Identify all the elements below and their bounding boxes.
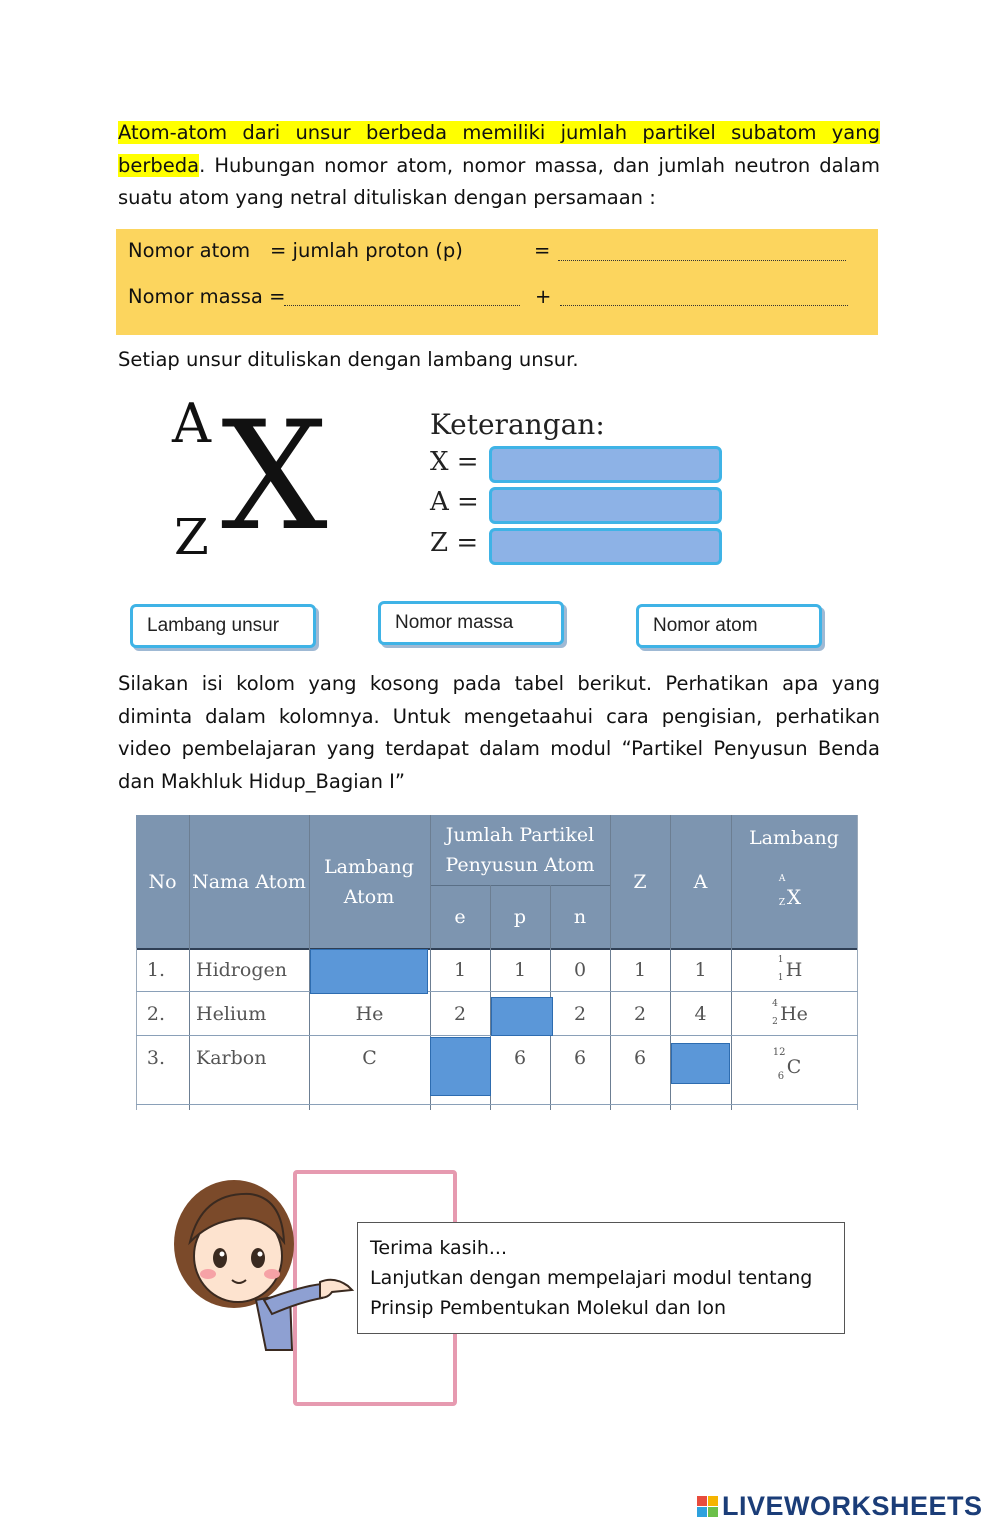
header-name: Nama Atom — [192, 870, 306, 893]
highlighted-statement: Atom-atom dari unsur berbeda memiliki jumlah partikel subatom yang berbeda — [118, 121, 880, 177]
atom-table — [136, 815, 858, 1110]
row2-p-input[interactable] — [491, 997, 553, 1036]
row2-base: He — [780, 1002, 808, 1025]
row2-notation — [731, 992, 857, 1035]
row3-symbol: C — [362, 1046, 377, 1069]
row1-sub: 1 — [777, 972, 784, 983]
row2-z: 2 — [633, 1002, 647, 1025]
proton-equation: = jumlah proton (p) — [270, 239, 463, 262]
row2-n: 2 — [573, 1002, 587, 1025]
nomor-atom-label: Nomor atom — [128, 239, 251, 262]
row2-sup: 4 — [772, 998, 778, 1009]
row1-sup: 1 — [777, 954, 784, 965]
header-e: e — [454, 905, 466, 928]
blank-line-3[interactable] — [560, 304, 848, 306]
row3-a-input[interactable] — [671, 1043, 730, 1084]
x-label: X = — [430, 447, 479, 477]
row3-sup: 12 — [772, 1046, 786, 1058]
z-label: Z = — [430, 528, 479, 558]
intro-paragraph — [118, 117, 880, 215]
closing-line-2: Lanjutkan dengan mempelajari modul tentang — [370, 1267, 813, 1289]
header-a: A — [693, 870, 708, 893]
drop-zone-z[interactable] — [489, 528, 722, 565]
header-n: n — [573, 905, 587, 928]
plus-sign: + — [535, 285, 552, 308]
nomor-massa-label: Nomor massa = — [128, 285, 286, 308]
option-lambang-unsur[interactable]: Lambang unsur — [130, 604, 316, 648]
row1-notation — [731, 948, 857, 991]
row2-a: 4 — [694, 1002, 707, 1025]
header-p: p — [513, 905, 527, 928]
liveworksheets-logo — [697, 1491, 983, 1522]
row2-symbol: He — [355, 1002, 384, 1025]
drop-zone-x[interactable] — [489, 446, 722, 483]
closing-line-1: Terima kasih... — [370, 1237, 507, 1259]
blank-line-2[interactable] — [284, 304, 520, 306]
row3-p: 6 — [513, 1046, 527, 1069]
row2-no: 2. — [146, 1002, 166, 1025]
logo-icon — [697, 1496, 718, 1517]
header-z: Z — [633, 870, 647, 893]
mass-number-symbol: A — [172, 392, 211, 455]
teacher-character-illustration — [172, 1172, 362, 1352]
row1-name: Hidrogen — [196, 958, 287, 981]
header-particles: Jumlah Partikel Penyusun Atom — [445, 824, 595, 876]
intro-rest: Hubungan nomor atom, nomor massa, dan jumlah neutron dalam suatu atom yang netral dituliskan dengan persamaan : — [118, 153, 880, 209]
a-label: A = — [430, 487, 479, 517]
row2-name: Helium — [196, 1002, 267, 1025]
option-nomor-atom[interactable]: Nomor atom — [636, 604, 822, 648]
row1-base: H — [785, 958, 803, 981]
row3-base: C — [786, 1055, 802, 1078]
formula-box — [116, 229, 878, 335]
header-sup: A — [778, 874, 786, 884]
symbol-intro: Setiap unsur dituliskan dengan lambang unsur. — [118, 348, 579, 371]
header-base: X — [786, 885, 802, 909]
row3-n: 6 — [573, 1046, 587, 1069]
row3-name: Karbon — [196, 1046, 267, 1069]
row1-no: 1. — [146, 958, 166, 981]
row-line — [136, 1104, 858, 1105]
element-symbol: X — [221, 390, 328, 564]
header-symbol: Lambang Atom — [324, 855, 414, 908]
equals-sign: = — [534, 239, 551, 262]
row3-z: 6 — [633, 1046, 647, 1069]
row3-sub: 6 — [777, 1070, 785, 1082]
row1-z: 1 — [633, 958, 647, 981]
keterangan-title: Keterangan: — [430, 408, 605, 441]
header-notation-symbol — [731, 867, 857, 927]
brand-text: LIVEWORKSHEETS — [722, 1491, 983, 1521]
blank-line-1[interactable] — [558, 259, 846, 261]
row1-symbol-input[interactable] — [310, 949, 428, 994]
formula-row-1 — [128, 239, 250, 262]
row1-n: 0 — [573, 958, 587, 981]
header-sub: Z — [778, 898, 786, 908]
option-nomor-massa[interactable]: Nomor massa — [378, 601, 564, 645]
row2-e: 2 — [453, 1002, 467, 1025]
speech-box — [357, 1222, 845, 1334]
instructions: Silakan isi kolom yang kosong pada tabel berikut. Perhatikan apa yang diminta dalam kolomnya. Untuk mengetaahui cara pengisian, perhatikan video pembelajaran yang terdapat dalam modul “Partikel Penyusun Benda dan Makhluk Hidup_Bagian I” — [118, 672, 880, 793]
drop-zone-a[interactable] — [489, 487, 722, 524]
row1-a: 1 — [694, 958, 707, 981]
row2-sub: 2 — [772, 1016, 778, 1027]
highlight-period: . — [199, 153, 206, 177]
atomic-number-symbol: Z — [174, 508, 209, 566]
col-line — [857, 815, 858, 1110]
row3-notation — [731, 1045, 857, 1088]
row3-e-input[interactable] — [430, 1037, 491, 1096]
row1-e: 1 — [453, 958, 467, 981]
header-notation: Lambang — [749, 827, 839, 849]
row3-no: 3. — [146, 1046, 166, 1069]
row1-p: 1 — [513, 958, 527, 981]
closing-line-3: Prinsip Pembentukan Molekul dan Ion — [370, 1297, 727, 1319]
header-no: No — [148, 870, 177, 893]
